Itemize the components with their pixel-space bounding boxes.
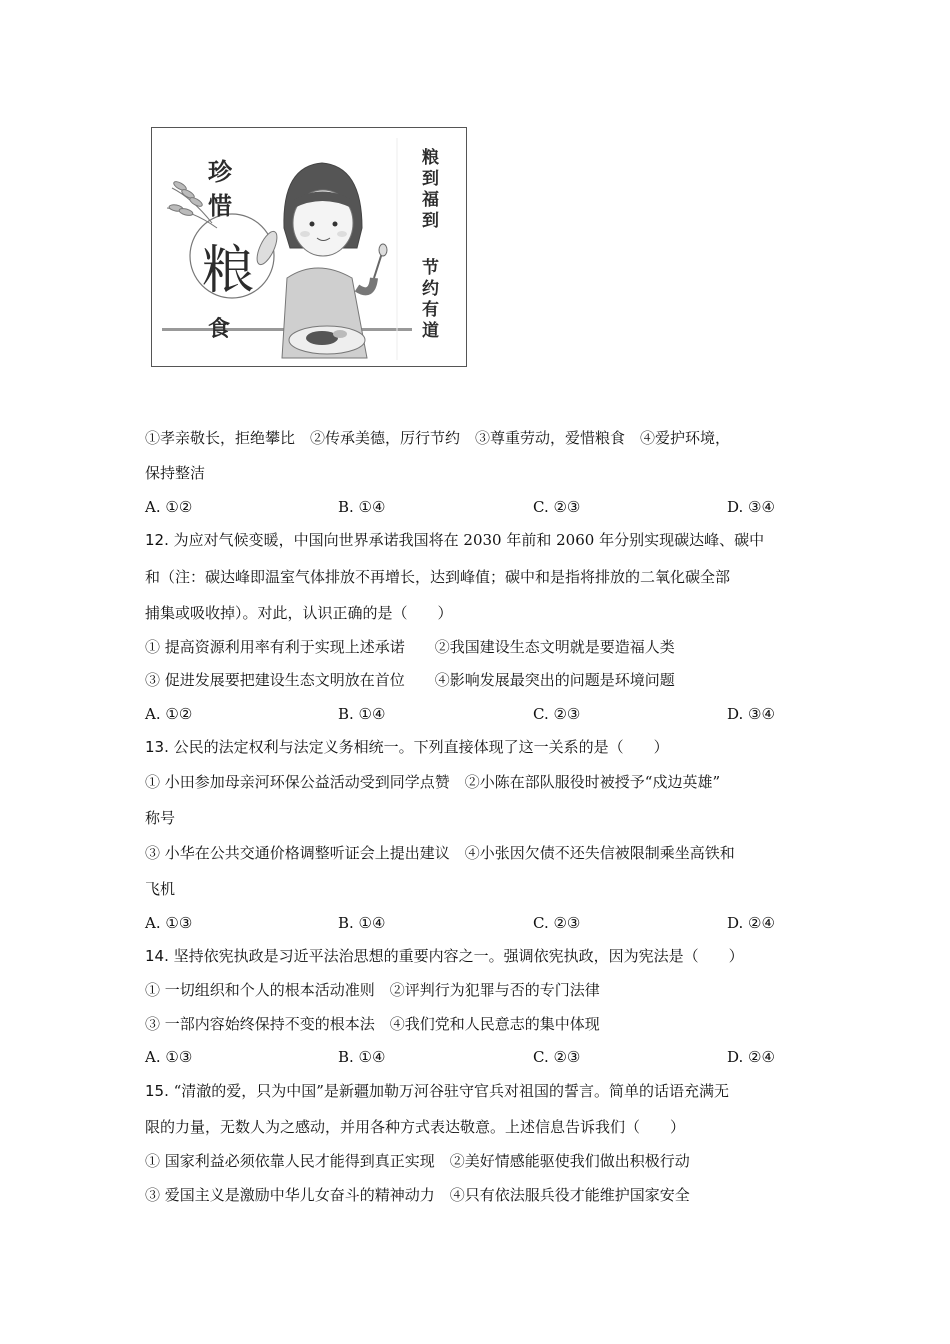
q14-statements-line1: ① 一切组织和个人的根本活动准则 ②评判行为犯罪与否的专门法律	[145, 981, 600, 999]
q12-statements-line1: ① 提高资源利用率有利于实现上述承诺 ②我国建设生态文明就是要造福人类	[145, 638, 675, 656]
poster-slogan-2: 节约有道	[418, 258, 438, 342]
q15-stem-line2: 限的力量，无数人为之感动，并用各种方式表达敬意。上述信息告诉我们（ ）	[145, 1118, 686, 1136]
q11-statements-line1: ①孝亲敬长，拒绝攀比 ②传承美德，厉行节约 ③尊重劳动，爱惜粮食 ④爱护环境，	[145, 429, 731, 447]
q14-option-b: B. ①④	[338, 1048, 386, 1066]
q13-statements-line4: 飞机	[145, 880, 176, 898]
q14-option-a: A. ①③	[145, 1048, 193, 1066]
q13-option-a: A. ①③	[145, 914, 193, 932]
poster-slogan-1: 粮到福到	[418, 148, 438, 232]
q13-option-d: D. ②④	[727, 914, 775, 932]
q13-statements-line1: ① 小田参加母亲河环保公益活动受到同学点赞 ②小陈在部队服役时被授予“戍边英雄”	[145, 773, 721, 791]
q12-stem-line2: 和（注：碳达峰即温室气体排放不再增长，达到峰值；碳中和是指将排放的二氧化碳全部	[145, 568, 731, 586]
q12-stem-text: 为应对气候变暖，中国向世界承诺我国将在 2030 年前和 2060 年分别实现碳达峰、碳中	[173, 531, 765, 549]
q15-number: 15.	[145, 1082, 169, 1100]
q11-statements-line2: 保持整洁	[145, 464, 206, 482]
q14-number: 14.	[145, 947, 169, 965]
q12-statements-line2: ③ 促进发展要把建设生态文明放在首位 ④影响发展最突出的问题是环境问题	[145, 671, 675, 689]
q11-option-d: D. ③④	[727, 498, 775, 516]
q14-stem-text: 坚持依宪执政是习近平法治思想的重要内容之一。强调依宪执政，因为宪法是（ ）	[173, 947, 744, 965]
q14-stem-line1	[145, 946, 744, 966]
poster-char-liang: 粮	[202, 241, 255, 301]
q11-option-a: A. ①②	[145, 498, 193, 516]
q13-statements-line2: 称号	[145, 809, 176, 827]
q12-option-c: C. ②③	[533, 705, 581, 723]
poster-char-xi: 惜	[208, 192, 232, 220]
q13-stem-text: 公民的法定权利与法定义务相统一。下列直接体现了这一关系的是（ ）	[173, 738, 669, 756]
q12-option-b: B. ①④	[338, 705, 386, 723]
q13-stem-line1	[145, 737, 669, 757]
q12-stem-line3: 捕集或吸收掉）。对此，认识正确的是（ ）	[145, 604, 453, 622]
q15-statements-line1: ① 国家利益必须依靠人民才能得到真正实现 ②美好情感能驱使我们做出积极行动	[145, 1152, 690, 1170]
q14-option-c: C. ②③	[533, 1048, 581, 1066]
q13-option-b: B. ①④	[338, 914, 386, 932]
poster-illustration	[151, 127, 467, 367]
q13-option-c: C. ②③	[533, 914, 581, 932]
q15-stem-text: “清澈的爱，只为中国”是新疆加勒万河谷驻守官兵对祖国的誓言。简单的话语充满无	[173, 1082, 729, 1100]
q15-statements-line2: ③ 爱国主义是激励中华儿女奋斗的精神动力 ④只有依法服兵役才能维护国家安全	[145, 1186, 690, 1204]
q14-option-d: D. ②④	[727, 1048, 775, 1066]
q13-number: 13.	[145, 738, 169, 756]
q13-statements-line3: ③ 小华在公共交通价格调整听证会上提出建议 ④小张因欠债不还失信被限制乘坐高铁和	[145, 844, 735, 862]
q12-stem-line1	[145, 530, 764, 550]
q11-option-b: B. ①④	[338, 498, 386, 516]
q12-option-a: A. ①②	[145, 705, 193, 723]
poster-char-shi: 食	[208, 317, 231, 342]
q14-statements-line2: ③ 一部内容始终保持不变的根本法 ④我们党和人民意志的集中体现	[145, 1015, 600, 1033]
q15-stem-line1	[145, 1081, 729, 1101]
q11-option-c: C. ②③	[533, 498, 581, 516]
q12-option-d: D. ③④	[727, 705, 775, 723]
poster-char-zhen: 珍	[208, 158, 232, 186]
q12-number: 12.	[145, 531, 169, 549]
